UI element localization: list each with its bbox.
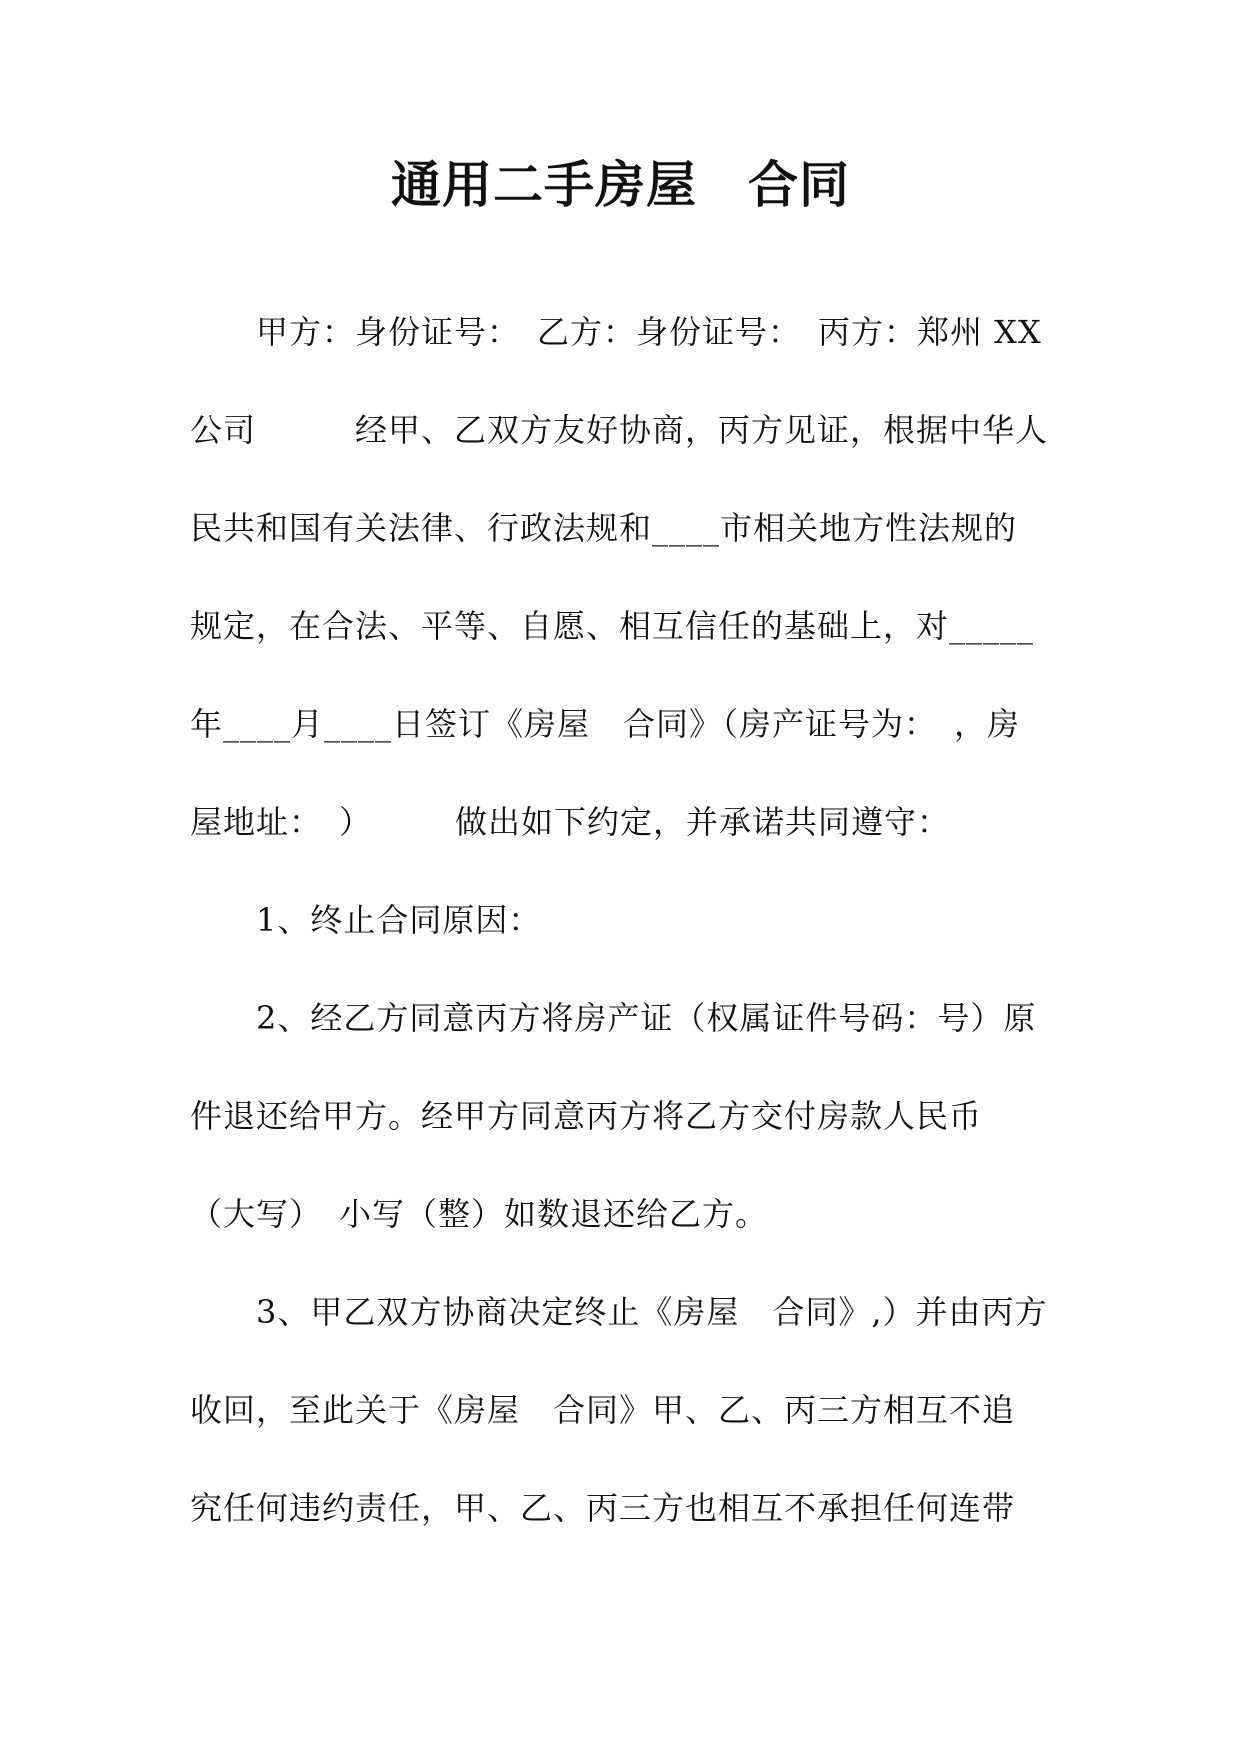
clause-1: 1、终止合同原因： <box>256 901 542 939</box>
paragraph-line: 公司 经甲、乙双方友好协商，丙方见证，根据中华人 <box>190 411 1049 449</box>
paragraph-line: 甲方：身份证号： 乙方：身份证号： 丙方：郑州 XX <box>256 313 1042 351</box>
paragraph-line: 规定，在合法、平等、自愿、相互信任的基础上，对_____ <box>190 607 1035 645</box>
document-title: 通用二手房屋 合同 <box>391 156 850 214</box>
paragraph-line: （大写） 小写（整）如数退还给乙方。 <box>190 1195 769 1233</box>
clause-3: 3、甲乙双方协商决定终止《房屋 合同》,）并由丙方 <box>256 1293 1048 1331</box>
paragraph-line: 民共和国有关法律、行政法规和____市相关地方性法规的 <box>190 509 1018 547</box>
paragraph-line: 究任何违约责任，甲、乙、丙三方也相互不承担任何连带 <box>190 1489 1016 1527</box>
paragraph-line: 年____月____日签订《房屋 合同》（房产证号为： ，房 <box>190 705 1021 743</box>
paragraph-line: 屋地址： ） 做出如下约定，并承诺共同遵守： <box>190 803 951 841</box>
clause-2: 2、经乙方同意丙方将房产证（权属证件号码：号）原 <box>256 999 1037 1037</box>
paragraph-line: 件退还给甲方。经甲方同意丙方将乙方交付房款人民币 <box>190 1097 983 1135</box>
paragraph-line: 收回，至此关于《房屋 合同》甲、乙、丙三方相互不追 <box>190 1391 1016 1429</box>
